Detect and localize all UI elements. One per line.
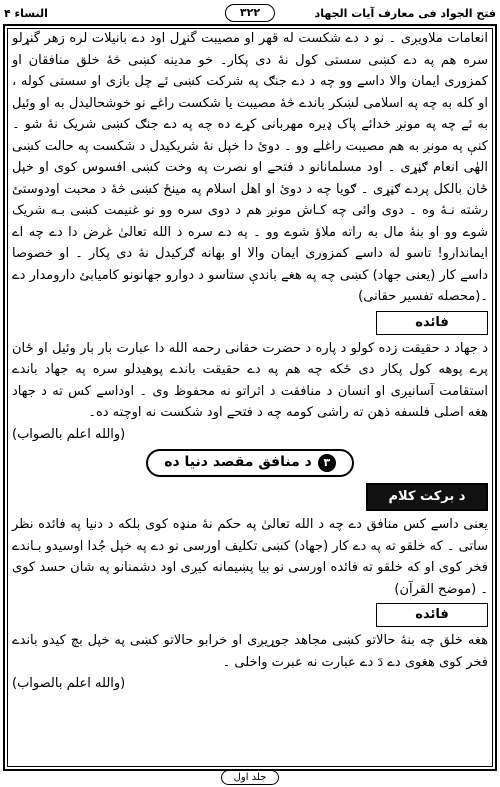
closing-note-2: (والله اعلم بالصواب)	[12, 676, 126, 691]
page-content	[12, 28, 488, 767]
faida-label-1: فائده	[376, 311, 488, 335]
volume-label: جلد اول	[221, 770, 280, 785]
surah-label: النساء ۴	[4, 6, 48, 20]
faida-label-2: فائده	[376, 603, 488, 627]
paragraph-4: هغه خلق چه بنۀ حالاتو کښی مجاهد جوړیږی او خرابو حالاتو کښی په خپل بچ کیدو باندے فخر کوی هغوی دے دَ دے عبارت نه عبرت واخلی ۔	[12, 633, 488, 670]
page-header	[4, 2, 496, 24]
paragraph-3: یعنی داسے کس منافق دے چه د الله تعالیٰ په حکم نۀ منډه کوی بلکه د دنیا په فائده نظر ساتی ۔ که خلقو ته په دے کار (جهاد) کښی تکلیف اورسی نو دے په خپل جُدا اوسیدو بـاندے فخر کوی او که خلقو ته فائده اورسی نو بیا پښیمانه کیږی اود دشمنانو په شان حسد کوی ۔ (موضح القرآن)	[12, 517, 488, 597]
book-title: فتح الجواد فی معارف آیات الجهاد	[314, 6, 496, 20]
section-title: د منافق مقصد دنیا ده	[164, 454, 312, 471]
closing-note-1: (والله اعلم بالصواب)	[12, 426, 126, 442]
page-footer	[0, 765, 500, 785]
section-number-badge: ۳	[318, 454, 336, 472]
paragraph-2: د جهاد د حقیقت زده کولو د پاره د حضرت حقانی رحمه الله دا عبارت بار بار وئیل او ځان پرے پوهه کول پکار دی ځکه چه هم په دے حقیقت باندے پوهیدلو سره په جهاد باندے استقامت آسانیږی او انسان د منافقت د اثراتو نه محفوظ وی ۔ اوداسے کس ته د جهاد هغه اصلی فلسفه ذهن ته راشی کومه چه د فتحے اود شکست نه اوچته ده۔	[12, 340, 488, 420]
barakat-label: د برکت کلام	[366, 483, 488, 511]
paragraph-1: انعامات ملاویږی ۔ نو د دے شکست له قهر او مصیبت گنړل اود دے بانیلات لره زهر گنړلو سره هم په دے کښی سستی کول نۀ دی پکار۔ خو مدینه کښی څۀ خلق منافقان او کمزوری ایمان والا داسے وو چه د دے جنګ په شرکت کښی ئے چل بازی او سستی کوله ، او کله به چه په اسلامی لښکر باندے څۀ مصیبت یا شکست راغے نو خوشحالیدل به او وئیل به ئے چه په مونږ خدائے پاک ډیره مهربانی کړے ده چه په دے جنګ کښی شریک نۀ شو ۔ کنې په مونږ به هم مصیبت راغلے وو ۔ دوئ دا خپل نۀ شریکیدل د شکست په حالت کښی الهٰی انعام ګڼړی ۔ اود مسلمانانو د فتحے او نصرت په وخت کښی افسوس کوی او خپل ځان بالکل پردے ګڼړی ۔ ګویا چه د دوئ او اهل اسلام په مینځ کښی څۀ د محبت اودوستئ رشته نـۀ وه ۔ دوی وائی چه کـاش مونږ هم د دوی سره وو نو غنیمت کښی بـه شریک شوے وو او بنۀ مال به راته ملاؤ شوے وو ۔ په دے سره د الله تعالیٰ غرض دا دے چه اے ایماندارو! تاسو له داسے کمزوری ایمان والا او بهانه ګرکیدل نۀ دی پکار ۔ او خصوصا داسے کار (یعنی جهاد) کښی چه په هغے باندې ستاسو د دوارو جهانونو کامیابئ دارومدار دے ۔(محصله تفسیر حقانی)	[12, 31, 488, 304]
page-number: ۳۲۲	[225, 4, 275, 22]
section-heading	[12, 449, 488, 477]
section-pill	[146, 449, 354, 477]
